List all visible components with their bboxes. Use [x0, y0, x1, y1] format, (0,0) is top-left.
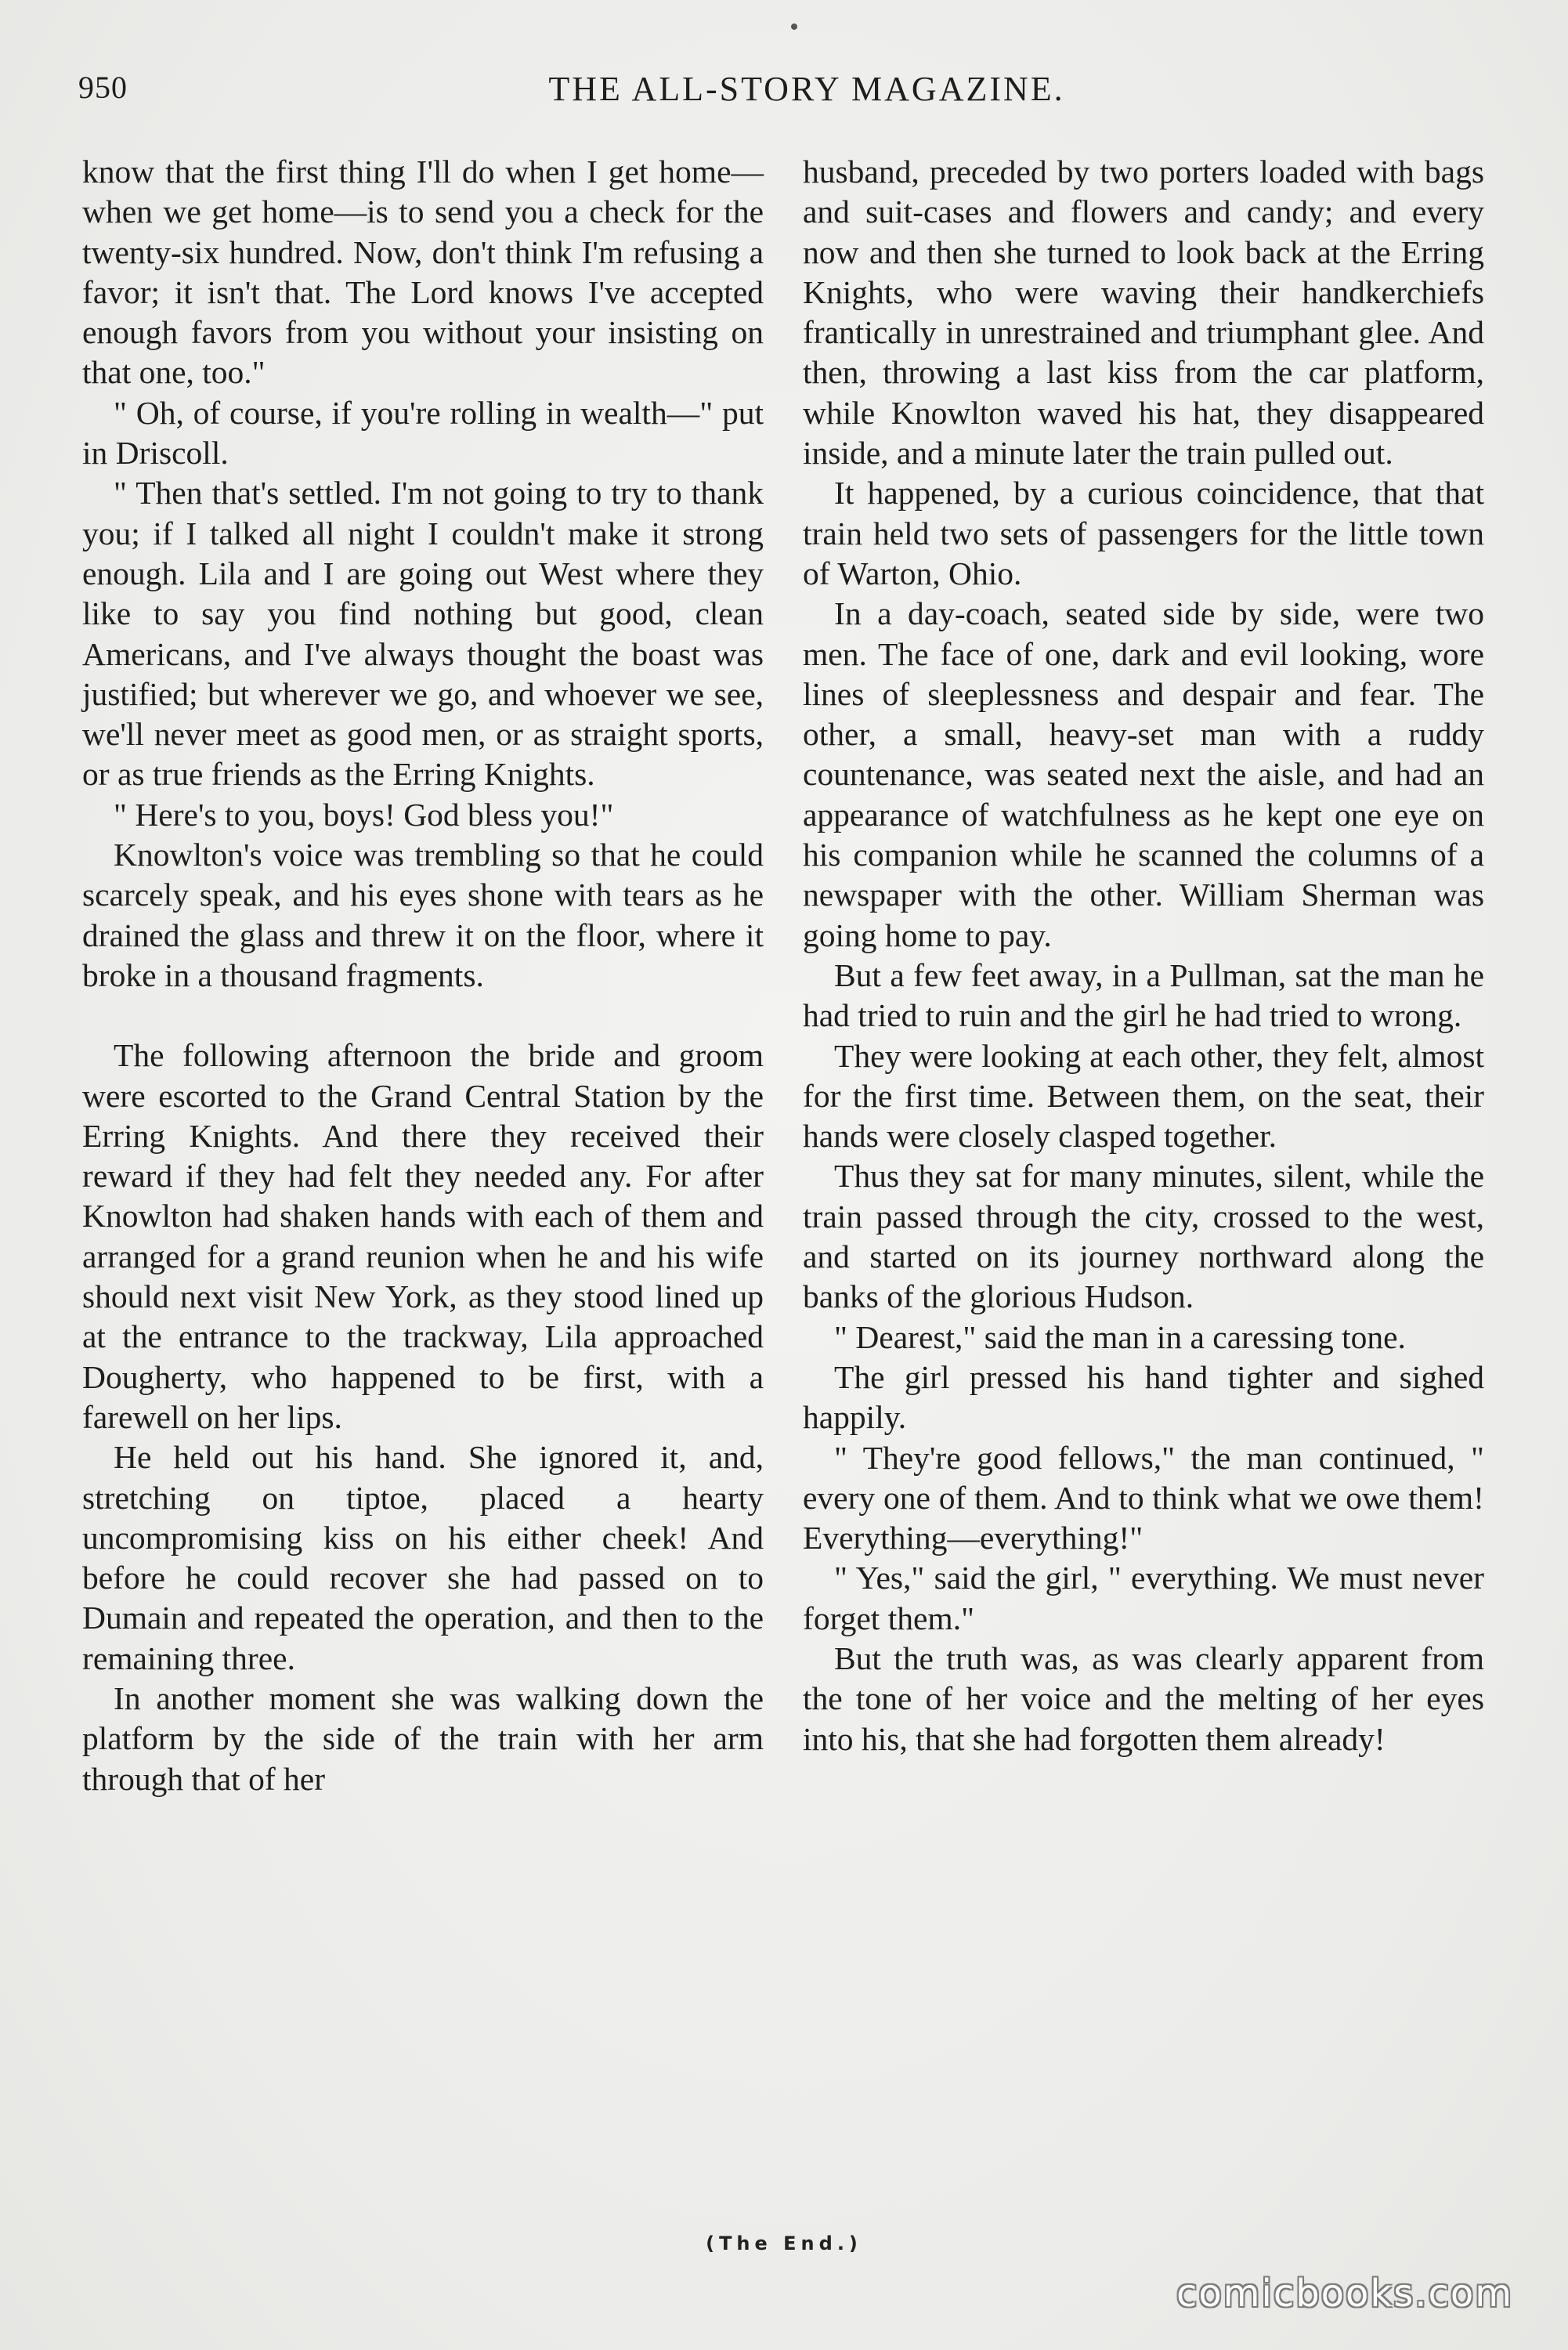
paragraph: Thus they sat for many minutes, silent, while the train passed through the city, crossed to the west, and started on its journey northward along the banks of the glorious Hudson.: [803, 1158, 1484, 1315]
paragraph: They were looking at each other, they felt, almost for the first time. Between them, on the seat, their hands were closely clasped together.: [803, 1037, 1484, 1155]
paragraph: It happened, by a curious coincidence, that that train held two sets of passengers for the little town of Warton, Ohio.: [803, 475, 1484, 591]
section-break: [82, 996, 764, 1036]
paragraph: " They're good fellows," the man continued, " every one of them. And to think what we owe them! Everything—everything!": [803, 1439, 1484, 1556]
site-watermark: comicbooks.com: [1176, 2272, 1513, 2316]
paragraph: In a day-coach, seated side by side, were two men. The face of one, dark and evil looking, wore lines of sleeplessness and despair and fear. The other, a small, heavy-set man with a ruddy countenance, was seated next the aisle, and had an appearance of watchfulness as he kept one eye on his companion while he scanned the columns of a newspaper with the other. William Sherman was going home to pay.: [803, 595, 1484, 953]
paragraph: " Here's to you, boys! God bless you!": [114, 796, 614, 833]
paragraph: But a few feet away, in a Pullman, sat the man he had tried to ruin and the girl he had tried to wrong.: [803, 956, 1484, 1034]
paragraph: Knowlton's voice was trembling so that he could scarcely speak, and his eyes shone with tears as he drained the glass and threw it on the floor, where it broke in a thousand fragments.: [82, 837, 764, 993]
paragraph: " Then that's settled. I'm not going to try to thank you; if I talked all night I couldn't make it strong enough. Lila and I are going out West where they like to say you find nothing but good, clean Americans, and I've always thought the boast was justified; but wherever we go, and whoever we see, we'll never meet as good men, or as straight sports, or as true friends as the Erring Knights.: [82, 475, 764, 793]
ink-dot: [791, 24, 797, 30]
paragraph: The following afternoon the bride and groom were escorted to the Grand Central Station by the Erring Knights. And there they received their reward if they had felt they needed any. For after Knowlton had shaken hands with each of them and arranged for a grand reunion when he and his wife should next visit New York, as they stood lined up at the entrance to the trackway, Lila approached Dougherty, who happened to be first, with a farewell on her lips.: [82, 1037, 764, 1435]
paragraph: know that the first thing I'll do when I get home—when we get home—is to send you a check for the twenty-six hundred. Now, don't think I'm refusing a favor; it isn't that. The Lord knows I've accepted enough favors from you without your insisting on that one, too.": [82, 154, 764, 391]
the-end-marker: (The End.): [706, 2232, 862, 2254]
paragraph: " Yes," said the girl, " everything. We must never forget them.": [803, 1560, 1484, 1636]
paragraph: But the truth was, as was clearly apparent from the tone of her voice and the melting of her eyes into his, that she had forgotten them already!: [803, 1640, 1484, 1757]
right-column: [803, 152, 1484, 1759]
left-column: [82, 152, 764, 1799]
paragraph: In another moment she was walking down the platform by the side of the train with her arm through that of her: [82, 1679, 764, 1797]
running-header: [78, 69, 1488, 124]
paragraph: He held out his hand. She ignored it, and, stretching on tiptoe, placed a hearty uncompromising kiss on his either cheek! And before he could recover she had passed on to Dumain and repeated the operation, and then to the remaining three.: [82, 1439, 764, 1676]
paragraph: " Dearest," said the man in a caressing tone.: [834, 1318, 1406, 1355]
paragraph: " Oh, of course, if you're rolling in wealth—" put in Driscoll.: [82, 394, 764, 472]
magazine-title: THE ALL-STORY MAGAZINE.: [548, 70, 1065, 108]
paragraph: The girl pressed his hand tighter and sighed happily.: [803, 1358, 1484, 1436]
paragraph: husband, preceded by two porters loaded with bags and suit-cases and flowers and candy; and every now and then she turned to look back at the Erring Knights, who were waving their handkerchiefs frantically in unrestrained and triumphant glee. And then, throwing a last kiss from the car platform, while Knowlton waved his hat, they disappeared inside, and a minute later the train pulled out.: [803, 154, 1484, 472]
page-number: 950: [78, 70, 128, 105]
